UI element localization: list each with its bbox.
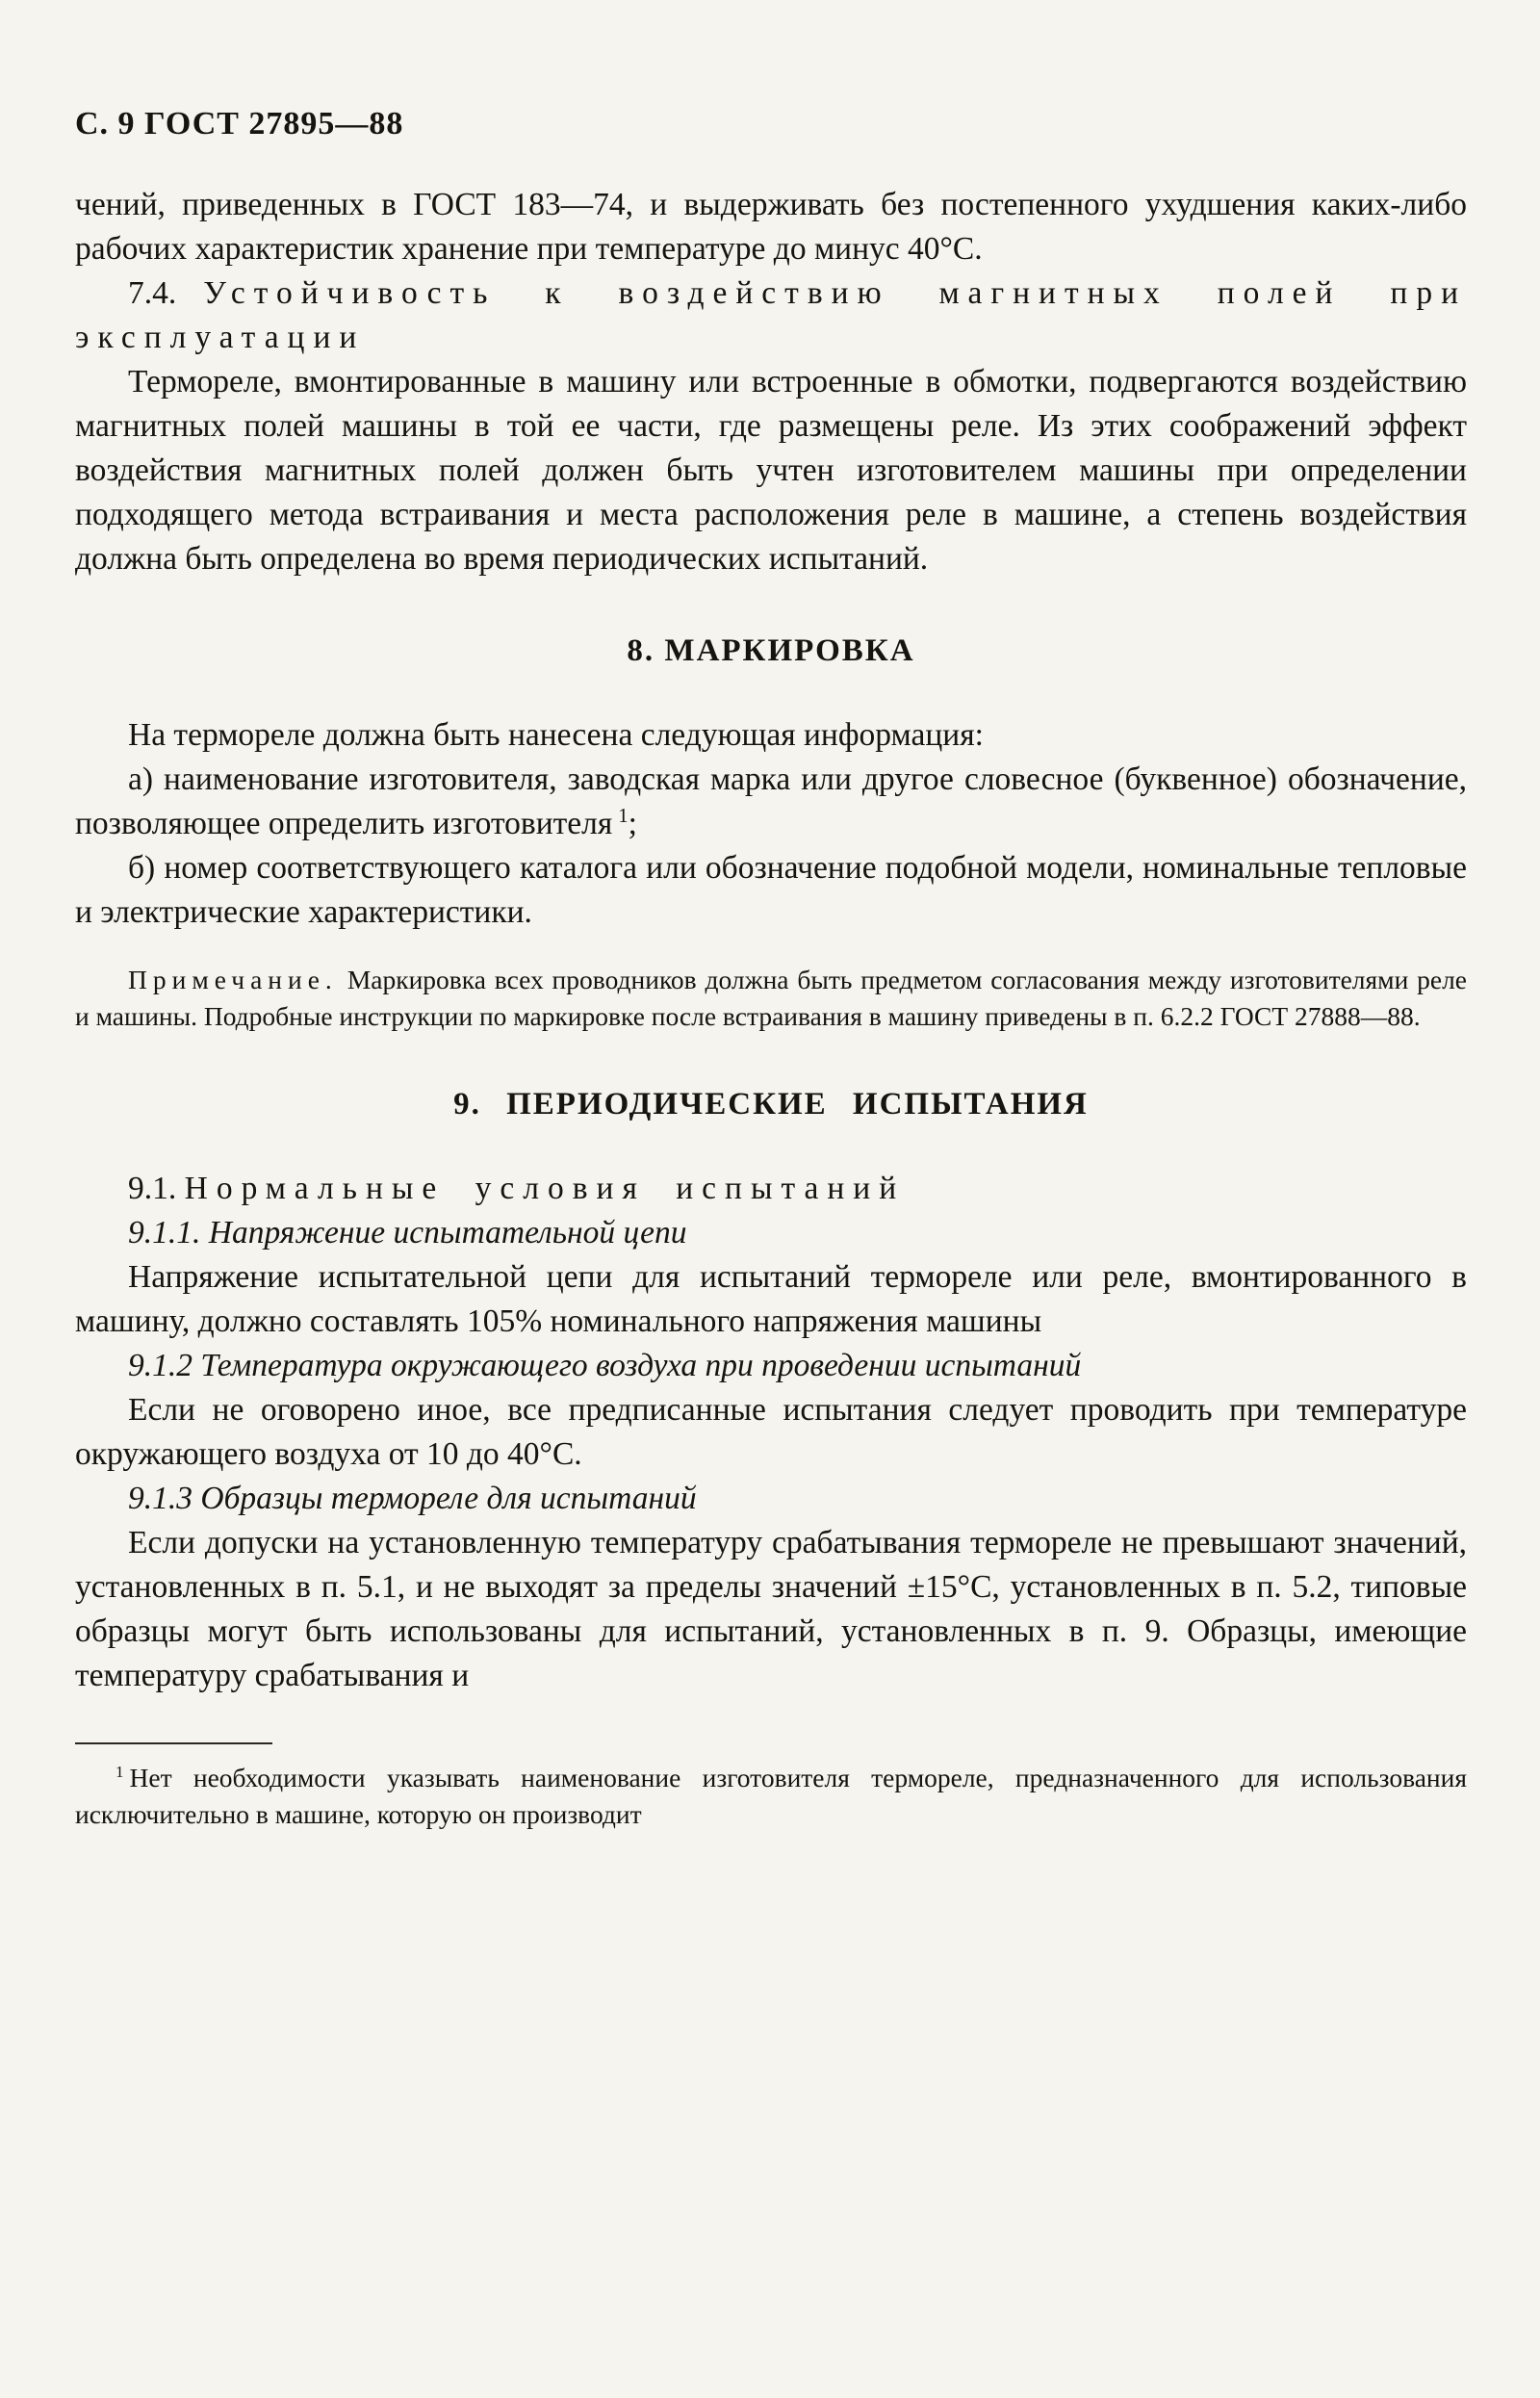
- page-header: С. 9 ГОСТ 27895—88: [75, 106, 404, 142]
- subsection-heading-7-4: [75, 271, 1467, 360]
- list-item-a-text: а) наименование изготовителя, заводская марка или другое словесное (буквенное) обозначение, позволяющее определить изготовителя: [75, 761, 1467, 841]
- footnote-separator: [75, 1742, 272, 1744]
- paragraph-thermorelay: Термореле, вмонтированные в машину или встроенные в обмотки, подвергаются воздействию магнитных полей машины в той ее части, где размещены реле. Из этих соображений эффект воздействия магнитных полей должен быть учтен изготовителем машины при определении подходящего метода встраивания и места расположения реле в машине, а степень воздействия должна быть определена во время периодических испытаний.: [75, 364, 1467, 577]
- footnote-text: Нет необходимости указывать наименование изготовителя термореле, предназначенного для использования исключительно в машине, которую он производит: [75, 1763, 1467, 1829]
- subsection-title: Нормальные условия испытаний: [184, 1171, 906, 1206]
- section-heading-periodic-tests: 9. ПЕРИОДИЧЕСКИЕ ИСПЫТАНИЯ: [453, 1087, 1089, 1122]
- paragraph-temperature: Если не оговорено иное, все предписанные испытания следует проводить при температуре окружающего воздуха от 10 до 40°С.: [75, 1392, 1467, 1472]
- subsection-number: 9.1.: [128, 1171, 177, 1206]
- footnote-ref-marker: 1: [618, 804, 629, 827]
- paragraph-samples: Если допуски на установленную температуру срабатывания термореле не превышают значений, установленных в п. 5.1, и не выходят за пределы значений ±15°С, установленных в п. 5.2, типовые образцы могут быть использованы для испытаний, установленных в п. 9. Образцы, имеющие температуру срабатывания и: [75, 1525, 1467, 1693]
- subsection-heading-9-1-1: 9.1.1. Напряжение испытательной цепи: [128, 1215, 687, 1251]
- paragraph-voltage: Напряжение испытательной цепи для испытаний термореле или реле, вмонтированного в машину, должно составлять 105% номинального напряжения машины: [75, 1259, 1467, 1339]
- note-label: Примечание.: [128, 965, 338, 994]
- list-item-b: б) номер соответствующего каталога или обозначение подобной модели, номинальные тепловые и электрические характеристики.: [75, 850, 1467, 930]
- subsection-title: Устойчивость к воздействию магнитных полей при эксплуатации: [75, 275, 1468, 355]
- paragraph-continuation: чений, приведенных в ГОСТ 183—74, и выдерживать без постепенного ухудшения каких-либо рабочих характеристик хранение при температуре до минус 40°С.: [75, 187, 1467, 267]
- footnote: [75, 1760, 1467, 1833]
- note-paragraph: [75, 962, 1467, 1035]
- note-text: Маркировка всех проводников должна быть предметом согласования между изготовителями реле и машины. Подробные инструкции по маркировке после встраивания в машину приведены в п. 6.2.2 ГОСТ 27888—88.: [75, 965, 1467, 1031]
- subsection-number: 7.4.: [128, 275, 177, 311]
- section-heading-marking: 8. МАРКИРОВКА: [627, 633, 915, 668]
- list-item-a: [75, 758, 1467, 846]
- subsection-heading-9-1: [75, 1167, 1467, 1211]
- list-item-a-tail: ;: [628, 806, 637, 841]
- footnote-marker: 1: [116, 1762, 124, 1781]
- subsection-heading-9-1-2: 9.1.2 Температура окружающего воздуха при проведении испытаний: [128, 1348, 1082, 1383]
- subsection-heading-9-1-3: 9.1.3 Образцы термореле для испытаний: [128, 1481, 697, 1516]
- paragraph-marking-intro: На термореле должна быть нанесена следующая информация:: [128, 717, 984, 753]
